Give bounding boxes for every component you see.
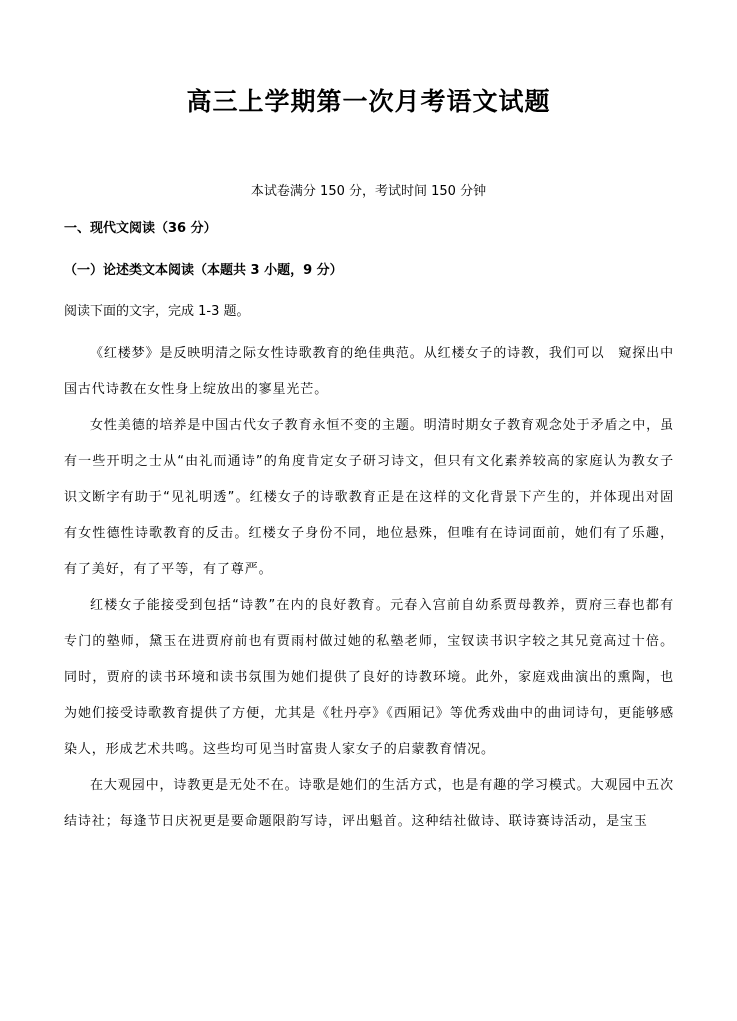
exam-info: 本试卷满分 150 分，考试时间 150 分钟 <box>250 184 487 199</box>
passage-paragraph: 红楼女子能接受到包括“诗教”在内的良好教育。元春入宫前自幼系贾母教养，贾府三春也都有专门的塾师，黛玉在进贾府前也有贾雨村做过她的私塾老师，宝钗读书识字较之其兄竟高过十倍。同时，贾府的读书环境和读书氛围为她们提供了良好的诗教环境。此外，家庭戏曲演出的熏陶，也为她们接受诗歌教育提供了方便，尤其是《牡丹亭》《西厢记》等优秀戏曲中的曲词诗句，更能够感染人，形成艺术共鸣。这些均可见当时富贵人家女子的启蒙教育情况。 <box>64 598 674 757</box>
passage-paragraph: 在大观园中，诗教更是无处不在。诗歌是她们的生活方式，也是有趣的学习模式。大观园中五次结诗社；每逢节日庆祝更是要命题限韵写诗，评出魁首。这种结社做诗、联诗赛诗活动，是宝玉 <box>64 778 674 829</box>
page-title: 高三上学期第一次月考语文试题 <box>186 87 551 116</box>
reading-passage <box>64 336 674 840</box>
subsection-heading: （一）论述类文本阅读（本题共 3 小题，9 分） <box>64 263 343 278</box>
section-heading: 一、现代文阅读（36 分） <box>64 221 217 236</box>
passage-paragraph: 《红楼梦》是反映明清之际女性诗歌教育的绝佳典范。从红楼女子的诗教，我们可以 窥探出中国古代诗教在女性身上绽放出的寥星光芒。 <box>64 346 674 397</box>
passage-paragraph: 女性美德的培养是中国古代女子教育永恒不变的主题。明清时期女子教育观念处于矛盾之中，虽有一些开明之士从“由礼而通诗”的角度肯定女子研习诗文，但只有文化素养较高的家庭认为教女子识文断字有助于“见礼明透”。红楼女子的诗歌教育正是在这样的文化背景下产生的，并体现出对固有女性德性诗歌教育的反击。红楼女子身份不同，地位悬殊，但唯有在诗词面前，她们有了乐趣，有了美好，有了平等，有了尊严。 <box>64 418 674 577</box>
reading-instruction: 阅读下面的文字，完成 1-3 题。 <box>64 304 250 319</box>
